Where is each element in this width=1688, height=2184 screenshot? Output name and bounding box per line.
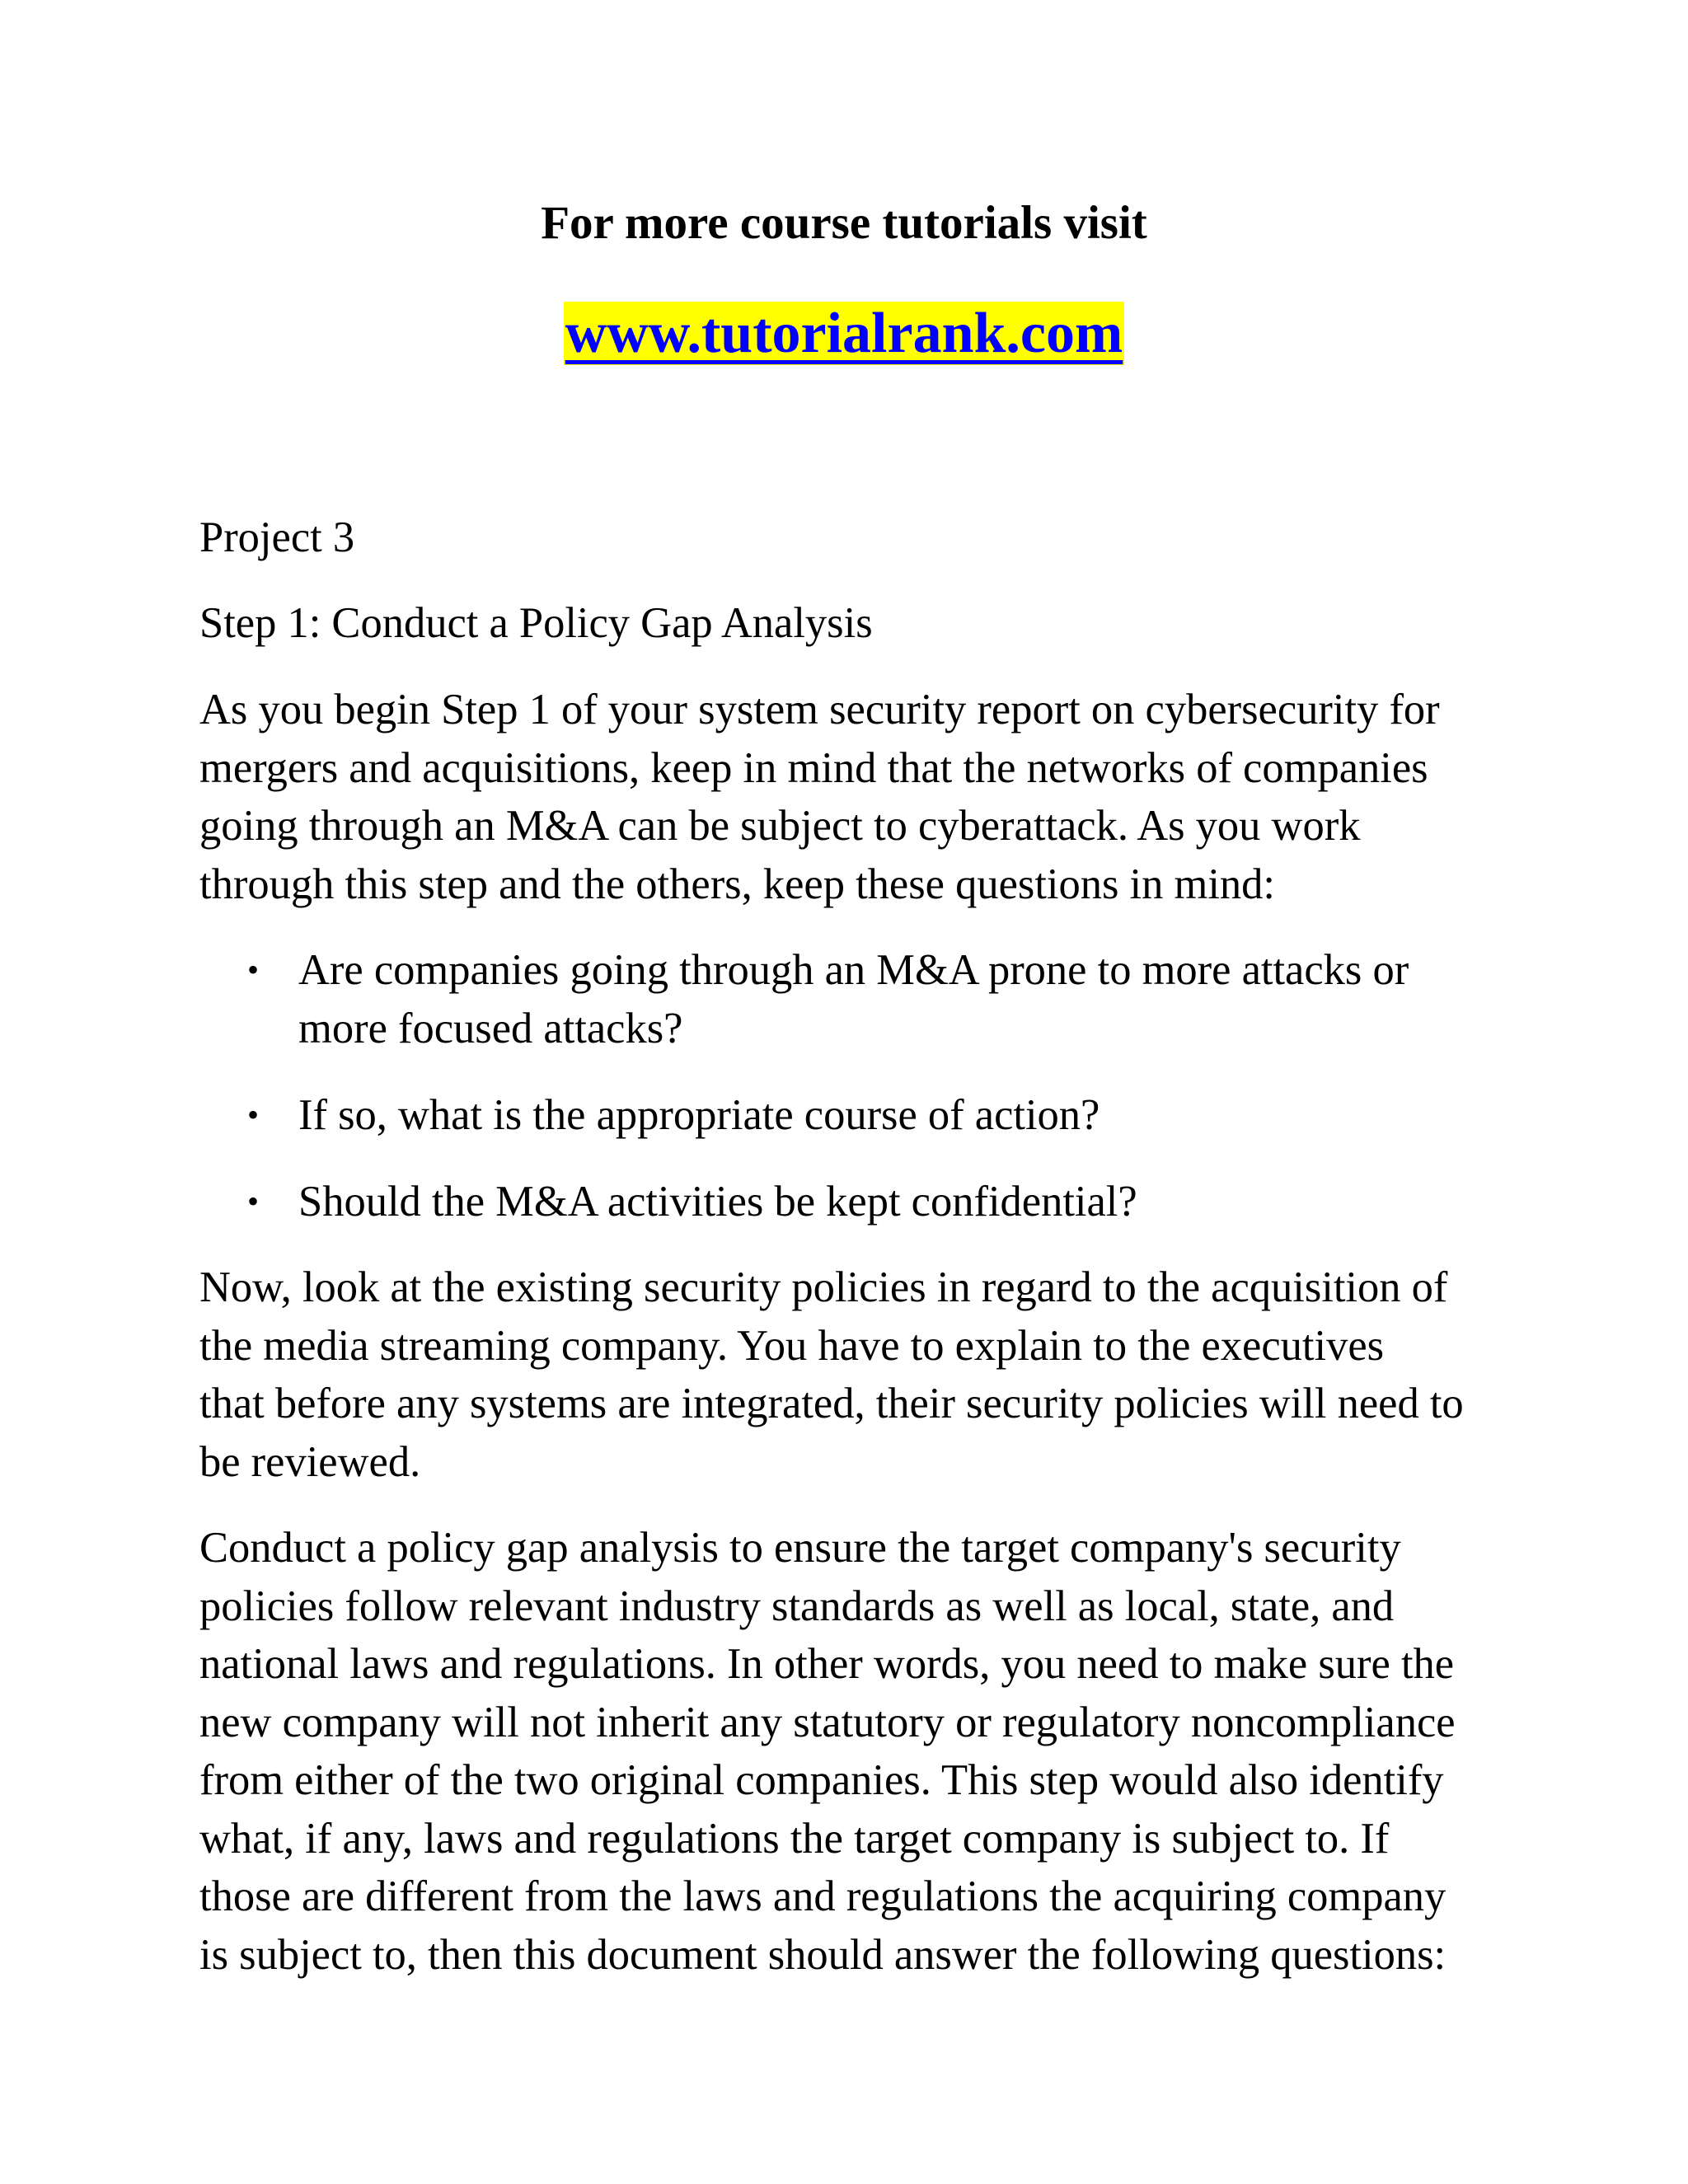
paragraph-line: is subject to, then this document should answer the following questions:	[199, 1930, 1447, 1979]
list-item-line: If so, what is the appropriate course of action?	[298, 1091, 1100, 1139]
list-item-line: Should the M&A activities be kept confidential?	[298, 1178, 1137, 1226]
paragraph-line: what, if any, laws and regulations the target company is subject to. If	[199, 1814, 1390, 1863]
promo-link[interactable]: www.tutorialrank.com	[565, 302, 1123, 365]
paragraph-line: policies follow relevant industry standards as well as local, state, and	[199, 1582, 1395, 1630]
list-item-text	[298, 1086, 1100, 1145]
paragraph-line: national laws and regulations. In other words, you need to make sure the	[199, 1640, 1455, 1688]
paragraph-line: new company will not inherit any statutory or regulatory noncompliance	[199, 1698, 1456, 1746]
intro-paragraph	[199, 681, 1502, 913]
paragraph-line: from either of the two original companies. This step would also identify	[199, 1756, 1444, 1804]
bullet-icon: •	[247, 951, 260, 988]
project-label: Project 3	[199, 513, 355, 561]
bullet-icon: •	[247, 1096, 260, 1133]
list-item-line: more focused attacks?	[298, 1004, 683, 1052]
bullet-icon: •	[247, 1183, 260, 1220]
list-item-text	[298, 1173, 1137, 1231]
paragraph-line: the media streaming company. You have to explain to the executives	[199, 1321, 1385, 1370]
intro-paragraph-line: going through an M&A can be subject to cyberattack. As you work	[199, 802, 1361, 850]
step-heading: Step 1: Conduct a Policy Gap Analysis	[199, 599, 873, 647]
existing-policies-paragraph	[199, 1258, 1502, 1491]
intro-paragraph-line: through this step and the others, keep these questions in mind:	[199, 860, 1276, 908]
paragraph-line: Now, look at the existing security policies in regard to the acquisition of	[199, 1263, 1448, 1311]
promo-link-container	[0, 297, 1688, 371]
intro-paragraph-line: mergers and acquisitions, keep in mind that the networks of companies	[199, 743, 1428, 792]
intro-paragraph-line: As you begin Step 1 of your system security report on cybersecurity for	[199, 686, 1440, 733]
paragraph-line: that before any systems are integrated, their security policies will need to	[199, 1380, 1464, 1427]
paragraph-line: those are different from the laws and regulations the acquiring company	[199, 1872, 1447, 1920]
gap-analysis-paragraph	[199, 1519, 1502, 1984]
paragraph-line: be reviewed.	[199, 1437, 421, 1486]
promo-title: For more course tutorials visit	[541, 197, 1147, 249]
list-item-text	[298, 941, 1409, 1057]
paragraph-line: Conduct a policy gap analysis to ensure the target company's security	[199, 1524, 1401, 1572]
list-item-line: Are companies going through an M&A prone to more attacks or	[298, 946, 1409, 994]
